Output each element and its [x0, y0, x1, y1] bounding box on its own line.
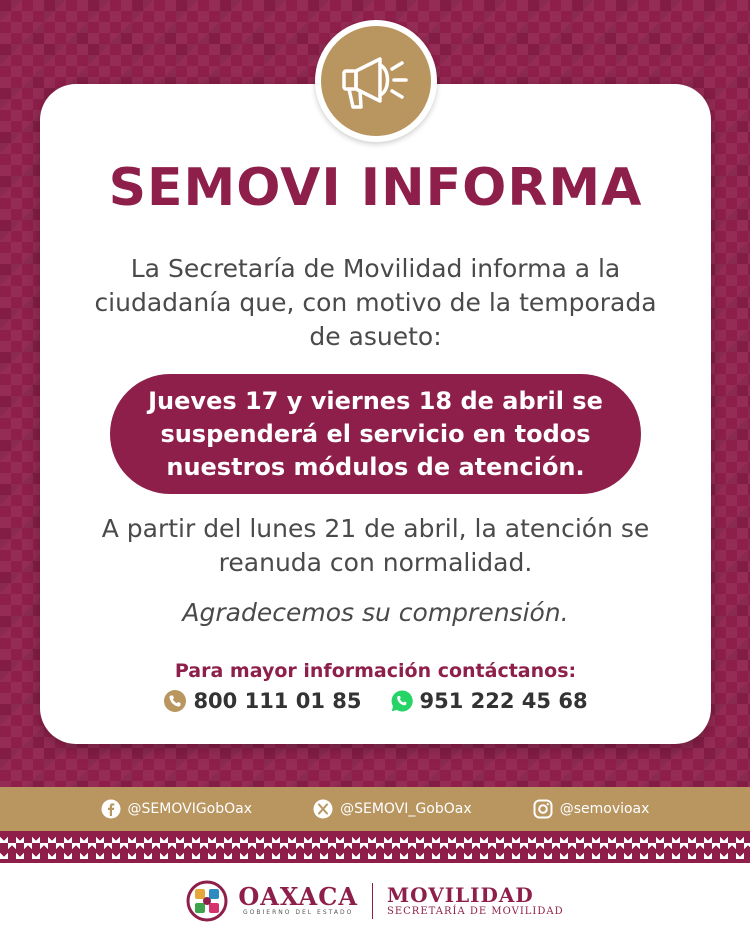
contact-row: [90, 686, 661, 716]
x-handle: @SEMOVI_GobOax: [340, 801, 472, 817]
contact-title: Para mayor información contáctanos:: [174, 660, 577, 682]
social-band: [0, 787, 750, 831]
whatsapp-number: 951 222 45 68: [419, 689, 588, 713]
phone-icon: [163, 689, 187, 713]
social-x[interactable]: [313, 799, 471, 819]
movilidad-subtitle: SECRETARÍA DE MOVILIDAD: [387, 906, 564, 917]
highlight-text: Jueves 17 y viernes 18 de abril se suspenderá el servicio en todos nuestros módulos de atención.: [148, 386, 603, 481]
facebook-handle: @SEMOVIGobOax: [127, 801, 253, 817]
movilidad-name: MOVILIDAD: [387, 883, 534, 907]
social-instagram[interactable]: [533, 799, 650, 819]
intro-text: La Secretaría de Movilidad informa a la ciudadanía que, con motivo de la temporada de asueto:: [94, 254, 657, 351]
contact-whatsapp[interactable]: [390, 689, 588, 713]
thanks-text: Agradecemos su comprensión.: [182, 598, 569, 627]
phone-number: 800 111 01 85: [193, 689, 362, 713]
highlight-banner: [110, 374, 641, 494]
x-icon: [313, 799, 333, 819]
page-title: SEMOVI INFORMA: [108, 158, 643, 218]
instagram-icon: [533, 799, 553, 819]
footer-logos: [0, 863, 750, 938]
movilidad-logo: [387, 884, 564, 917]
oaxaca-name: OAXACA: [238, 882, 358, 911]
decorative-pattern-strip: [0, 831, 750, 863]
facebook-icon: [101, 799, 121, 819]
contact-phone[interactable]: [163, 689, 361, 713]
whatsapp-icon: [390, 689, 414, 713]
oaxaca-emblem-icon: [186, 880, 228, 922]
oaxaca-subtitle: GOBIERNO DEL ESTADO: [243, 909, 354, 916]
instagram-handle: @semovioax: [559, 801, 650, 817]
megaphone-icon: [336, 41, 416, 121]
logo-divider: [372, 883, 373, 919]
oaxaca-logo: [238, 882, 358, 916]
resume-text: A partir del lunes 21 de abril, la atención se reanuda con normalidad.: [101, 514, 650, 577]
megaphone-badge: [315, 20, 437, 142]
social-facebook[interactable]: [101, 799, 252, 819]
